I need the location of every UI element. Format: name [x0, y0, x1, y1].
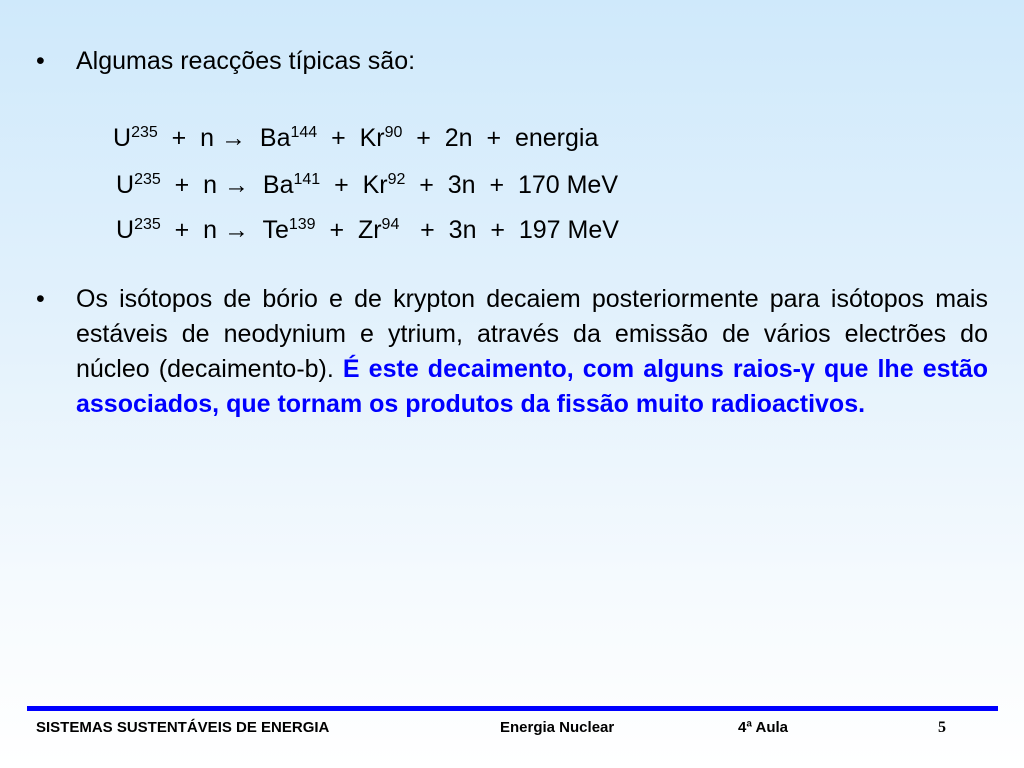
bullet-decay-explanation [36, 282, 988, 422]
footer-topic: Energia Nuclear [500, 719, 615, 736]
bullet-typical-reactions [36, 44, 988, 79]
footer-page-number: 5 [938, 719, 946, 736]
reaction-equation-1: $U^{235} + n \to Ba^{144} + Kr^{90} + 2n$ + energia [113, 124, 599, 152]
bullet-text: Algumas reacções típicas são: [76, 47, 416, 75]
reaction-equation-2: $U^{235} + n \to Ba^{141} + Kr^{92} + 3n + 170$ MeV [116, 171, 619, 199]
footer-divider [27, 706, 998, 711]
bullet-marker: • [36, 47, 45, 75]
bullet-paragraph [76, 282, 988, 422]
footer-lesson: 4ª Aula [738, 719, 789, 736]
bullet-marker: • [36, 285, 45, 313]
bullet-text: Os isótopos de bório e de krypton decaiem posteriormente para isótopos mais estáveis de neodynium e ytrium, através da emissão de vários electrões do núcleo (decaimento-b). [76, 285, 988, 383]
reaction-equation-3: $U^{235} + n \to Te^{139} + Zr^{94} + 3n + 197$ MeV [116, 216, 619, 244]
emphasis-text: É este decaimento, com alguns raios-γ que lhe estão associados, que tornam os produtos da fissão muito radioactivos. [76, 355, 989, 418]
footer-course-title: SISTEMAS SUSTENTÁVEIS DE ENERGIA [36, 719, 330, 736]
